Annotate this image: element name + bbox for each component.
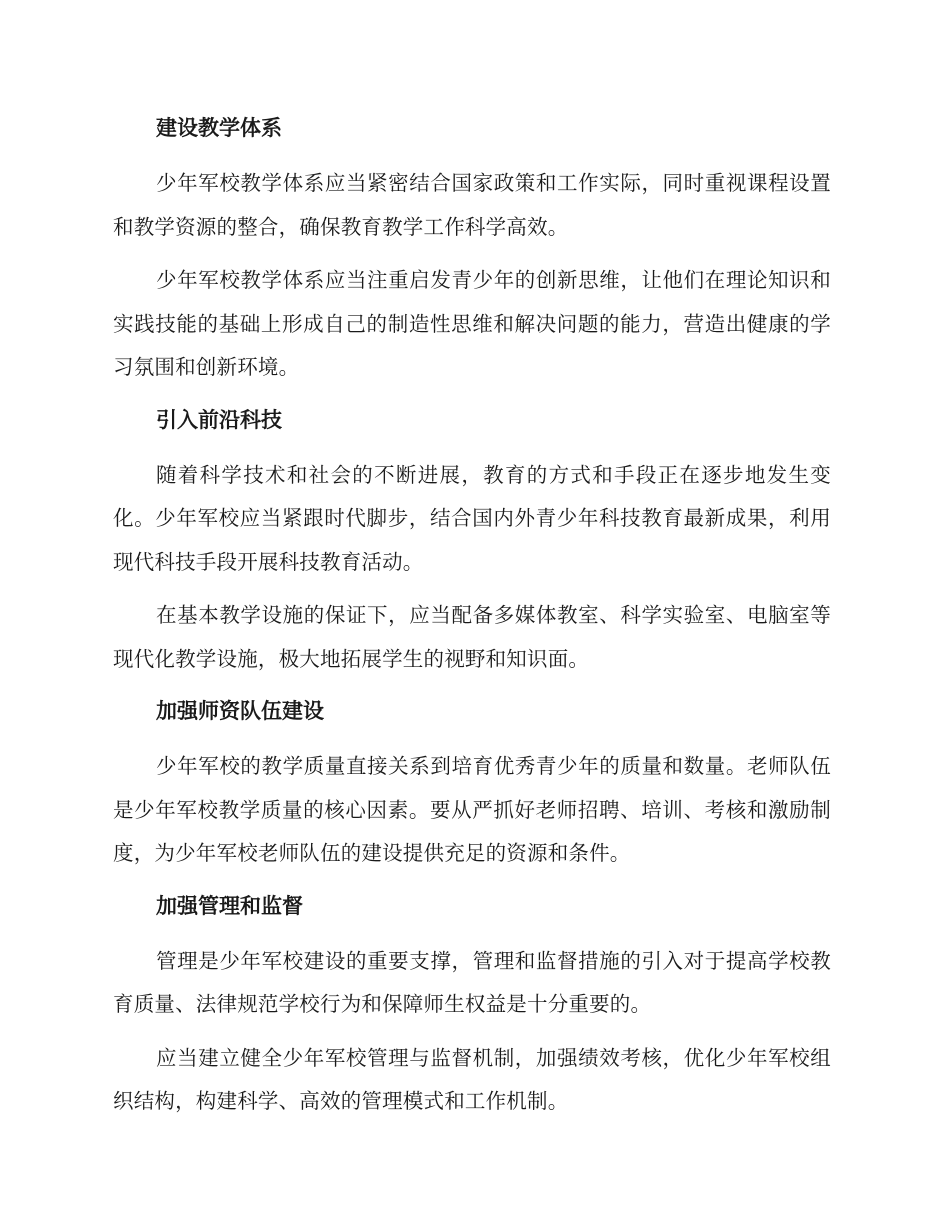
section-heading: 加强管理和监督: [156, 893, 303, 918]
document-body: [113, 108, 831, 1134]
paragraph: 少年军校的教学质量直接关系到培育优秀青少年的质量和数量。老师队伍是少年军校教学质量的核心因素。要从严抓好老师招聘、培训、考核和激励制度，为少年军校老师队伍的建设提供充足的资源和条件。: [113, 754, 831, 865]
paragraph: 管理是少年军校建设的重要支撑，管理和监督措施的引入对于提高学校教育质量、法律规范学校行为和保障师生权益是十分重要的。: [113, 948, 831, 1016]
paragraph: 少年军校教学体系应当注重启发青少年的创新思维，让他们在理论知识和实践技能的基础上形成自己的制造性思维和解决问题的能力，营造出健康的学习氛围和创新环境。: [113, 268, 831, 379]
paragraph: 随着科学技术和社会的不断进展，教育的方式和手段正在逐步地发生变化。少年军校应当紧跟时代脚步，结合国内外青少年科技教育最新成果，利用现代科技手段开展科技教育活动。: [113, 462, 831, 574]
paragraph: 在基本教学设施的保证下，应当配备多媒体教室、科学实验室、电脑室等现代化教学设施，极大地拓展学生的视野和知识面。: [113, 603, 831, 671]
section-heading: 建设教学体系: [156, 116, 282, 140]
paragraph: 应当建立健全少年军校管理与监督机制，加强绩效考核，优化少年军校组织结构，构建科学、高效的管理模式和工作机制。: [113, 1045, 831, 1113]
section-heading: 加强师资队伍建设: [156, 699, 324, 723]
paragraph: 少年军校教学体系应当紧密结合国家政策和工作实际，同时重视课程设置和教学资源的整合，确保教育教学工作科学高效。: [113, 171, 831, 239]
section-heading: 引入前沿科技: [156, 407, 282, 432]
